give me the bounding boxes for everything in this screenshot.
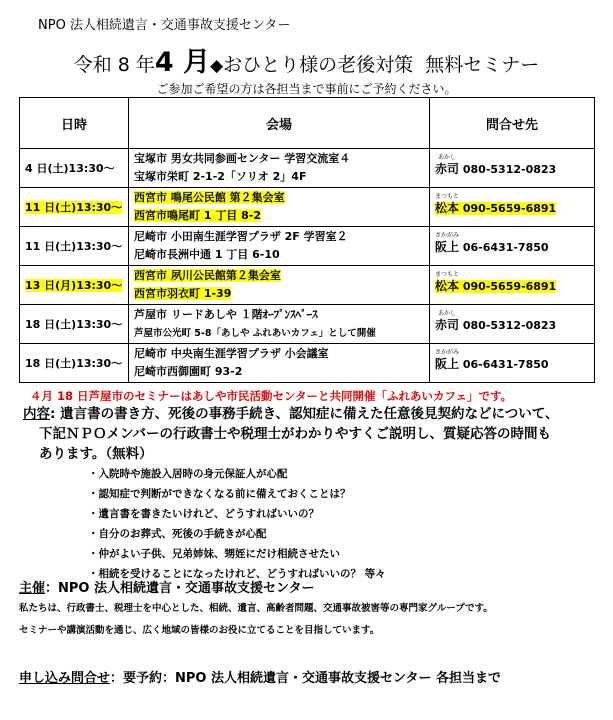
contact-name: あかし 赤司 — [435, 153, 460, 176]
diamond-icon: ◆ — [210, 56, 224, 76]
sponsor — [19, 577, 314, 596]
contact-phone: 06-6431-7850 — [462, 240, 549, 254]
contact-name: さかがみ 阪上 — [435, 348, 460, 371]
title-topic: おひとり様の老後対策 — [223, 54, 414, 76]
apply-info — [19, 667, 501, 686]
row-date: 11 日(土)13:30～ — [20, 227, 129, 266]
content-label: 内容 — [23, 406, 50, 422]
header-datetime: 日時 — [20, 98, 129, 149]
row-date: 18 日(土)13:30～ — [20, 305, 129, 344]
contact-name: さかがみ 阪上 — [435, 231, 460, 254]
list-item: ・相続を受けることになったけれど、どうすればいいの？ 等々 — [88, 568, 386, 580]
schedule-table — [19, 97, 595, 383]
reservation-note: ご参加ご希望の方は各担当まで事前にご予約ください。 — [156, 82, 457, 96]
contact-phone: 06-6431-7850 — [462, 357, 549, 371]
table-row — [20, 149, 595, 188]
row-contact — [430, 266, 595, 305]
list-item: ・遺言書を書きたいけれど、どうすればいいの？ — [88, 508, 319, 520]
apply-text: ：要予約：NPO 法人相続遺言・交通事故支援センター 各担当まで — [110, 671, 502, 686]
table-header-row — [20, 98, 595, 149]
content-section — [23, 404, 608, 464]
list-item: ・認知症で判断ができなくなる前に備えておくことは？ — [88, 488, 351, 500]
contact-phone: 090-5659-6891 — [462, 279, 557, 293]
table-row — [20, 305, 595, 344]
contact-name: まつもと 松本 — [435, 270, 460, 293]
list-item: ・入院時や施設入居時の身元保証人が心配 — [88, 468, 288, 480]
row-venue: 西宮市 鳴尾公民館 第２集会室 西宮市鳴尾町 1 丁目 8-2 — [129, 188, 430, 227]
page-title — [0, 40, 613, 79]
header-contact: 問合せ先 — [430, 98, 595, 149]
table-row — [20, 188, 595, 227]
row-venue: 宝塚市 男女共同参画センター 学習交流室４ 宝塚市栄町 2-1-2「ソリオ 2」4F — [129, 149, 430, 188]
row-contact — [430, 344, 595, 383]
row-contact — [430, 227, 595, 266]
concern-list — [88, 464, 386, 584]
sponsor-text: ：NPO 法人相続遺言・交通事故支援センター — [45, 581, 315, 596]
list-item: ・仲がよい子供、兄弟姉妹、甥姪にだけ相続させたい — [88, 548, 340, 560]
contact-phone: 080-5312-0823 — [462, 318, 557, 332]
apply-label: 申し込み問合せ — [19, 671, 111, 686]
row-venue: 芦屋市 リードあしや １階ｵｰﾌﾟﾝｽﾍﾟｰｽ 芦屋市公光町 5-8「あしや ふれあいカフェ」として開催 — [129, 305, 430, 344]
row-venue: 尼崎市 中央南生涯学習プラザ 小会議室 尼崎市西御園町 93-2 — [129, 344, 430, 383]
row-date: 11 日(土)13:30～ — [20, 188, 129, 227]
row-date: 4 日(土)13:30～ — [20, 149, 129, 188]
about-line: セミナーや講演活動を通じ、広く地域の皆様のお役に立てることを目指しています。 — [19, 625, 380, 636]
header-venue: 会場 — [129, 98, 430, 149]
about-line: 私たちは、行政書士、税理士を中心とした、相続、遺言、高齢者問題、交通事故被害等の専門家グループです。 — [19, 603, 493, 614]
content-line: : 遺言書の書き方、死後の事務手続き、認知症に備えた任意後見契約などについて、 — [50, 406, 559, 422]
row-venue: 西宮市 夙川公民館第２集会室 西宮市羽衣町 1-39 — [129, 266, 430, 305]
contact-name: まつもと 松本 — [435, 192, 460, 215]
joint-event-note: ４月 18 日芦屋市のセミナーはあしや市民活動センターと共同開催「ふれあいカフェ」です。 — [30, 389, 513, 403]
list-item: ・自分のお葬式、死後の手続きが心配 — [88, 528, 267, 540]
content-line: 下記ＮＰＯメンバーの行政書士や税理士がわかりやすくご説明し、質疑応答の時間も — [39, 426, 552, 442]
org-header: NPO 法人相続遺言・交通事故支援センター — [38, 18, 291, 33]
contact-phone: 080-5312-0823 — [462, 162, 557, 176]
row-date: 13 日(月)13:30～ — [20, 266, 129, 305]
row-contact — [430, 149, 595, 188]
title-seminar: 無料セミナー — [425, 54, 540, 76]
table-row — [20, 227, 595, 266]
title-month: 4 月 — [154, 47, 211, 78]
contact-name: あかし 赤司 — [435, 309, 460, 332]
row-venue: 尼崎市 小田南生涯学習プラザ 2F 学習室２ 尼崎市長洲中通 1 丁目 6-10 — [129, 227, 430, 266]
title-era: 令和 8 年 — [73, 54, 155, 76]
row-contact — [430, 305, 595, 344]
content-line: あります。（無料） — [39, 446, 153, 462]
sponsor-label: 主催 — [19, 581, 46, 596]
row-contact — [430, 188, 595, 227]
about-section — [19, 598, 493, 642]
table-row — [20, 344, 595, 383]
row-date: 18 日(土)13:30～ — [20, 344, 129, 383]
table-row — [20, 266, 595, 305]
contact-phone: 090-5659-6891 — [462, 201, 557, 215]
